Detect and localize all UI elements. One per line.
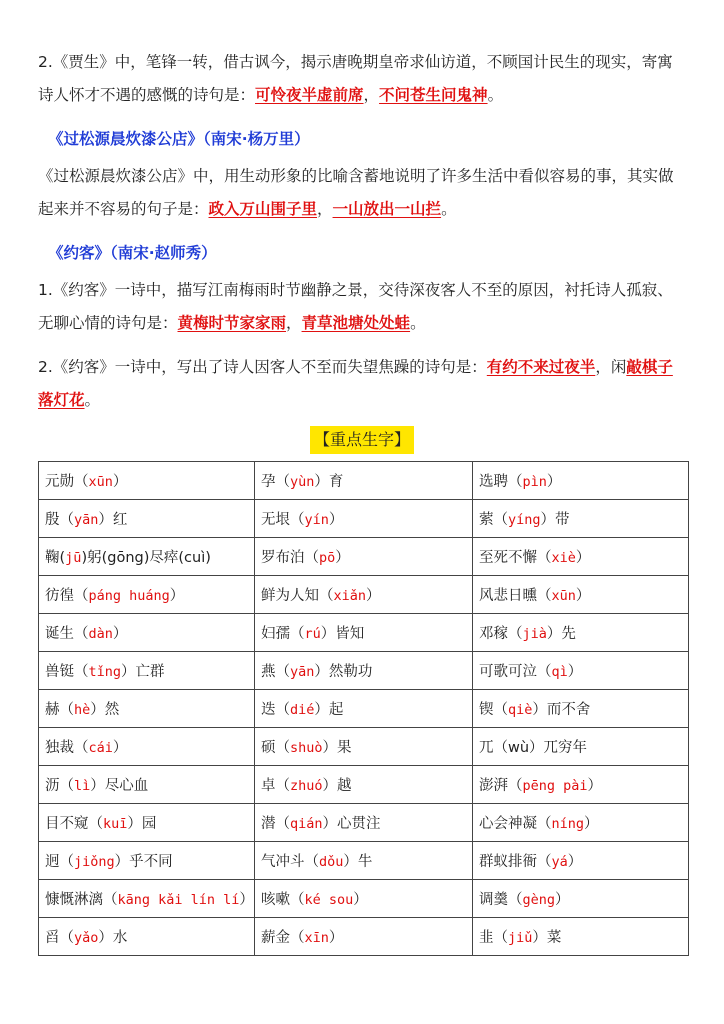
word-text: ）: [584, 816, 599, 832]
word-text: 赫（: [45, 702, 74, 718]
vocab-cell: [39, 766, 255, 804]
vocab-cell: [39, 842, 255, 880]
word-text: ）: [366, 588, 381, 604]
word-text: ）然勒功: [314, 664, 373, 680]
answer-line: 可怜夜半虚前席: [255, 86, 364, 104]
vocab-cell: [473, 614, 689, 652]
vocab-cell: [39, 728, 255, 766]
pinyin: shuò: [290, 740, 323, 756]
word-text: ）: [567, 664, 583, 680]
table-row: [39, 576, 689, 614]
word-text: 罗布泊（: [261, 550, 319, 566]
paragraph-jiasheng: [38, 46, 688, 112]
paragraph-text: 2.《约客》一诗中，写出了诗人因客人不至而失望焦躁的诗句是：: [38, 358, 487, 376]
table-row: [39, 538, 689, 576]
vocab-cell: [473, 652, 689, 690]
pinyin: xūn: [551, 588, 576, 604]
paragraph-yueke-1: [38, 274, 688, 340]
pinyin: qián: [290, 816, 323, 832]
vocab-cell: [39, 690, 255, 728]
vocab-cell: [255, 842, 473, 880]
word-text: 调羹（: [479, 892, 523, 908]
pinyin: lì: [74, 778, 91, 794]
section-heading: 《过松源晨炊漆公店》（南宋·杨万里）: [48, 130, 310, 148]
vocab-cell: [255, 918, 473, 956]
pinyin: tǐng: [88, 664, 122, 680]
word-text: 卓（: [261, 778, 290, 794]
pinyin: qì: [551, 664, 568, 680]
word-text: ）: [112, 740, 128, 756]
word-text: 可歌可泣（: [479, 664, 552, 680]
pinyin: jū: [65, 550, 82, 566]
word-text: 气冲斗（: [261, 854, 319, 870]
vocab-table: [38, 461, 689, 956]
pinyin: kāng kǎi lín lí: [117, 892, 240, 908]
table-row: [39, 842, 689, 880]
pinyin: yān: [74, 512, 99, 528]
word-text: ）亡群: [121, 664, 165, 680]
punctuation: 。: [487, 86, 504, 104]
word-text: 锲（: [479, 702, 508, 718]
table-row: [39, 918, 689, 956]
word-text: 燕（: [261, 664, 290, 680]
pinyin: xīn: [304, 930, 329, 946]
word-text: ）尽心血: [90, 778, 149, 794]
vocab-cell: [255, 576, 473, 614]
word-text: ）: [546, 474, 562, 490]
word-text: ）红: [98, 512, 128, 528]
vocab-cell: [473, 728, 689, 766]
word-text: ）: [587, 778, 603, 794]
vocab-cell: [473, 576, 689, 614]
pinyin: dàn: [88, 626, 113, 642]
word-text: ）然: [90, 702, 120, 718]
word-text: ）起: [314, 702, 344, 718]
word-text: 群蚁排衙（: [479, 854, 552, 870]
pinyin: jiǒng: [74, 854, 115, 870]
word-text: 舀（: [45, 930, 74, 946]
word-text: ）: [575, 550, 591, 566]
vocab-cell: [255, 804, 473, 842]
word-text: 萦（: [479, 512, 508, 528]
pinyin: jiǔ: [508, 930, 533, 946]
pinyin: xiè: [551, 550, 576, 566]
vocab-cell: [473, 918, 689, 956]
word-text: ）带: [540, 512, 570, 528]
word-text: ）越: [322, 778, 352, 794]
word-text: 邓稼（: [479, 626, 523, 642]
table-row: [39, 880, 689, 918]
pinyin: qiè: [508, 702, 533, 718]
word-text: ）: [567, 854, 583, 870]
answer-line: 青草池塘处处蛙: [301, 314, 411, 332]
punctuation: ，: [286, 314, 302, 332]
word-text: 至死不懈（: [479, 550, 552, 566]
punctuation: ，闲: [595, 358, 627, 376]
word-text: 选聘（: [479, 474, 523, 490]
word-text: ）: [328, 930, 344, 946]
pinyin: ké sou: [304, 892, 354, 908]
word-text: 兽铤（: [45, 664, 89, 680]
word-text: ）皆知: [320, 626, 365, 642]
vocab-cell: [473, 538, 689, 576]
word-text: ）: [239, 892, 254, 908]
vocab-cell: [473, 462, 689, 500]
paragraph-text: 1.《约客》一诗中，描写江南梅雨时节幽静之景，交待深夜客人不至的原因，衬托诗人孤寂、无聊心情的诗句是：: [38, 281, 673, 332]
table-row: [39, 500, 689, 538]
word-text: 咳嗽（: [261, 892, 305, 908]
word-text: 鞠(: [45, 550, 66, 566]
word-text: ）而不舍: [532, 702, 591, 718]
table-row: [39, 614, 689, 652]
word-text: ）牛: [343, 854, 373, 870]
answer-line: 一山放出一山拦: [332, 200, 442, 218]
answer-line: 政入万山围子里: [208, 200, 318, 218]
pinyin: yùn: [290, 474, 315, 490]
word-text: ）: [353, 892, 368, 908]
pinyin: yá: [551, 854, 568, 870]
word-text: ）: [112, 626, 128, 642]
vocab-cell: [39, 462, 255, 500]
word-text: ）水: [98, 930, 128, 946]
pinyin: zhuó: [290, 778, 323, 794]
pinyin: jià: [522, 626, 547, 642]
vocab-cell: [255, 462, 473, 500]
table-row: [39, 766, 689, 804]
word-text: 澎湃（: [479, 778, 523, 794]
punctuation: ，: [363, 86, 380, 104]
pinyin: hè: [74, 702, 91, 718]
word-text: 沥（: [45, 778, 74, 794]
vocab-cell: [255, 766, 473, 804]
vocab-cell: [39, 804, 255, 842]
word-text: 心会神凝（: [479, 816, 552, 832]
word-text: )躬(gōng)尽瘁(cuì): [81, 550, 211, 566]
word-text: 薪金（: [261, 930, 305, 946]
word-text: ）: [575, 588, 591, 604]
pinyin: páng huáng: [88, 588, 170, 604]
word-text: 无垠（: [261, 512, 305, 528]
paragraph-text: 2.《贾生》中，笔锋一转，借古讽今，揭示唐晚期皇帝求仙访道，不顾国计民生的现实，寄寓诗人怀才不遇的感慨的诗句是：: [38, 53, 673, 104]
word-text: ）心贯注: [322, 816, 381, 832]
section-heading: 《约客》（南宋·赵师秀）: [48, 244, 217, 262]
word-text: 殷（: [45, 512, 74, 528]
vocab-cell: [473, 500, 689, 538]
vocab-cell: [39, 614, 255, 652]
word-text: 迭（: [261, 702, 290, 718]
table-row: [39, 462, 689, 500]
vocab-cell: [39, 918, 255, 956]
vocab-cell: [473, 842, 689, 880]
table-title: 【重点生字】: [310, 426, 414, 454]
answer-line: 黄梅时节家家雨: [177, 314, 287, 332]
word-text: ）乎不同: [114, 854, 173, 870]
word-text: 韭（: [479, 930, 508, 946]
pinyin: kuī: [103, 816, 128, 832]
pinyin: níng: [551, 816, 585, 832]
table-row: [39, 804, 689, 842]
word-text: ）菜: [532, 930, 562, 946]
word-text: ）: [335, 550, 350, 566]
word-text: 风悲日曛（: [479, 588, 552, 604]
table-row: [39, 728, 689, 766]
pinyin: cái: [88, 740, 113, 756]
pinyin: gèng: [522, 892, 556, 908]
answer-line: 敲棋子落灯花: [38, 358, 673, 409]
vocab-cell: [39, 500, 255, 538]
word-text: ）果: [322, 740, 352, 756]
table-title-wrap: [0, 426, 724, 454]
word-text: ）: [169, 588, 185, 604]
vocab-cell: [473, 880, 689, 918]
pinyin: dǒu: [319, 854, 344, 870]
pinyin: yíng: [508, 512, 541, 528]
word-text: 元勋（: [45, 474, 89, 490]
table-row: [39, 652, 689, 690]
answer-line: 有约不来过夜半: [486, 358, 596, 376]
vocab-cell: [39, 880, 255, 918]
word-text: 慷慨淋漓（: [45, 892, 118, 908]
pinyin: yǎo: [74, 930, 99, 946]
vocab-cell: [255, 728, 473, 766]
word-text: 独裁（: [45, 740, 89, 756]
word-text: ）: [112, 474, 128, 490]
vocab-cell: [255, 690, 473, 728]
pinyin: xiǎn: [333, 588, 367, 604]
word-text: ）先: [546, 626, 576, 642]
word-text: 迥（: [45, 854, 74, 870]
answer-line: 不问苍生问鬼神: [379, 86, 488, 104]
punctuation: 。: [84, 391, 101, 409]
pinyin: dié: [290, 702, 315, 718]
word-text: 潜（: [261, 816, 290, 832]
vocab-cell: [473, 804, 689, 842]
pinyin: yān: [290, 664, 315, 680]
vocab-cell: [255, 880, 473, 918]
punctuation: ，: [317, 200, 333, 218]
pinyin: pō: [319, 550, 336, 566]
vocab-cell: [39, 576, 255, 614]
vocab-cell: [39, 652, 255, 690]
vocab-cell: [255, 614, 473, 652]
pinyin: rú: [304, 626, 321, 642]
table-row: [39, 690, 689, 728]
punctuation: 。: [441, 200, 457, 218]
vocab-cell: [39, 538, 255, 576]
word-text: 诞生（: [45, 626, 89, 642]
vocab-cell: [255, 500, 473, 538]
word-text: ）园: [127, 816, 157, 832]
vocab-cell: [255, 652, 473, 690]
pinyin: pēng pài: [522, 778, 588, 794]
paragraph-guosongyuan: [38, 160, 688, 226]
paragraph-yueke-2: [38, 351, 688, 417]
word-text: 妇孺（: [261, 626, 305, 642]
word-text: ）育: [314, 474, 344, 490]
vocab-cell: [255, 538, 473, 576]
word-text: 彷徨（: [45, 588, 89, 604]
vocab-cell: [473, 766, 689, 804]
word-text: 鲜为人知（: [261, 588, 334, 604]
word-text: 目不窥（: [45, 816, 103, 832]
word-text: ）: [555, 892, 570, 908]
pinyin: pìn: [522, 474, 547, 490]
pinyin: yín: [304, 512, 329, 528]
pinyin: xūn: [88, 474, 113, 490]
paragraph-text: 《过松源晨炊漆公店》中，用生动形象的比喻含蓄地说明了许多生活中看似容易的事，其实做起来并不容易的句子是：: [38, 167, 674, 218]
punctuation: 。: [410, 314, 426, 332]
word-text: ）: [328, 512, 344, 528]
word-text: 兀（wù）兀穷年: [479, 740, 588, 756]
word-text: 孕（: [261, 474, 290, 490]
word-text: 硕（: [261, 740, 290, 756]
vocab-cell: [473, 690, 689, 728]
